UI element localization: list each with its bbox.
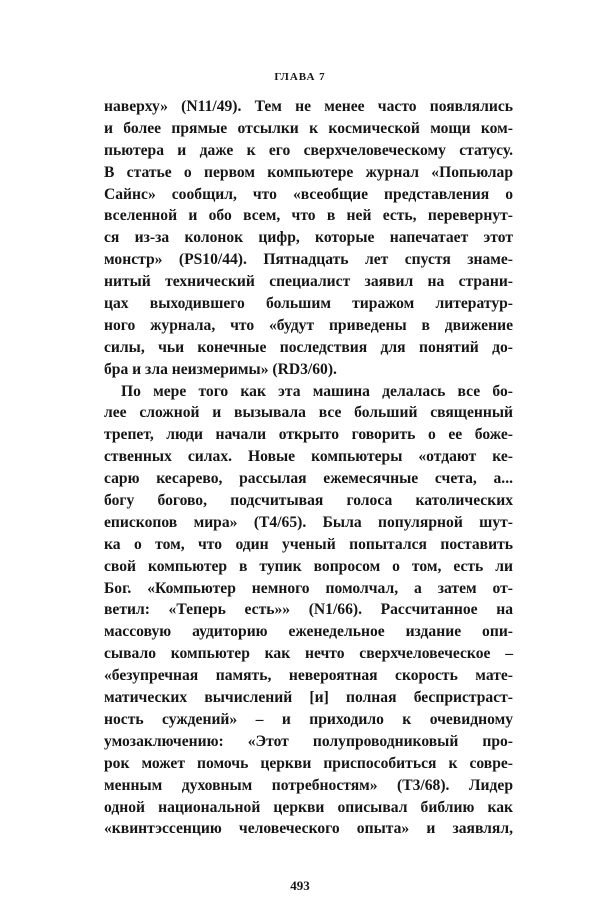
text-line: матических вычислений [и] полная беспристраст- [104,689,513,707]
text-line: «квинтэссенцию человеческого опыта» и заявлял, [104,820,513,838]
page-number: 493 [290,878,310,893]
text-line: массовую аудиторию еженедельное издание опи- [104,623,513,641]
text-line: пьютера и даже к его сверхчеловеческому статусу. [104,141,513,159]
text-line: монстр» (PS10/44). Пятнадцать лет спустя знаме- [104,251,513,269]
body-text [104,96,513,840]
text-line: богу богово, подсчитывая голоса католических [104,492,513,510]
text-line: ность суждений» – и приходило к очевидному [104,710,513,728]
text-line: «безупречная память, невероятная скорость мате- [104,667,513,685]
text-line: вселенной и обо всем, что в ней есть, перевернут- [104,207,513,225]
text-line: и более прямые отсылки к космической мощи ком- [104,119,513,137]
text-line: ственных силах. Новые компьютеры «отдают ке- [104,448,513,466]
text-line: сывало компьютер как нечто сверхчеловеческое – [104,645,513,663]
text-line: менным духовным потребностям» (T3/68). Лидер [104,776,513,794]
paragraph [104,381,513,841]
text-line: лее сложной и вызывала все больший священный [104,404,513,422]
text-line: ка о том, что один ученый попытался поставить [104,535,513,553]
text-line: нитый технический специалист заявил на страни- [104,273,513,291]
running-header: ГЛАВА 7 [274,71,326,83]
paragraph [104,96,513,381]
text-line: ного журнала, что «будут приведены в движение [104,316,513,334]
text-line: трепет, люди начали открыто говорить о ее боже- [104,426,513,444]
text-line: В статье о первом компьютере журнал «Попьюлар [104,163,513,181]
text-line: умозаключению: «Этот полупроводниковый про- [104,732,513,750]
text-line: Бог. «Компьютер немного помолчал, а затем от- [104,579,513,597]
text-line: цах выходившего большим тиражом литератур- [104,295,513,313]
text-line: Сайнс» сообщил, что «всеобщие представления о [104,185,513,203]
text-line: епископов мира» (T4/65). Была популярной шут- [104,513,513,531]
text-line: одной национальной церкви описывал библию как [104,798,513,816]
text-line: ся из-за колонок цифр, которые напечатает этот [104,229,513,247]
text-line: сарю кесарево, рассылая ежемесячные счета, а... [104,470,513,488]
text-line: наверху» (N11/49). Тем не менее часто появлялись [104,98,513,115]
text-line: бра и зла неизмеримы» (RD3/60). [104,360,337,378]
text-line: рок может помочь церкви приспособиться к совре- [104,754,513,772]
text-line: силы, чьи конечные последствия для понятий до- [104,338,513,356]
text-line: По мере того как эта машина делалась все бо- [121,382,513,400]
text-line: ветил: «Теперь есть»» (N1/66). Рассчитанное на [104,601,513,619]
text-line: свой компьютер в тупик вопросом о том, есть ли [104,557,513,575]
